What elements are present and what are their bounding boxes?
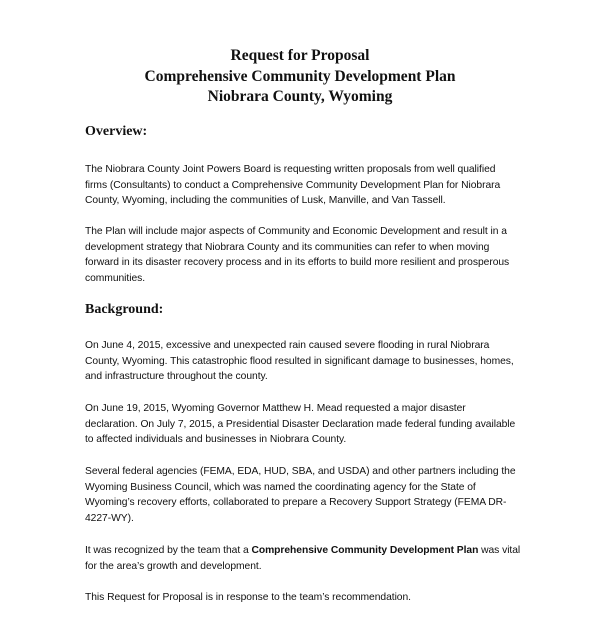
document-title — [0, 46, 600, 108]
text-line: to affected individuals and businesses in Niobrara County. — [85, 434, 347, 446]
bold-plan-name: Comprehensive Community Development Plan — [251, 545, 479, 556]
text-line: This Request for Proposal is in response to the team’s recommendation. — [85, 592, 411, 603]
text-line: Wyoming’s recovery efforts, collaborated to prepare a Recovery Support Strategy (FEMA DR- — [85, 497, 507, 509]
text-line: firms (Consultants) to conduct a Comprehensive Community Development Plan for Niobrara — [85, 179, 501, 191]
text-line: forward in its disaster recovery process and in its efforts to build more resilient and prosperous — [85, 257, 510, 269]
background-heading: Background: — [85, 302, 164, 317]
text-line: On June 4, 2015, excessive and unexpected rain caused severe flooding in rural Niobrara — [85, 340, 490, 351]
title-line: Comprehensive Community Development Plan — [144, 67, 456, 85]
text-run: was vital — [478, 545, 521, 556]
text-line: County, Wyoming, including the communities of Lusk, Manville, and Van Tassell. — [85, 195, 446, 207]
text-line: On June 19, 2015, Wyoming Governor Matthew H. Mead requested a major disaster — [85, 403, 466, 414]
background-paragraph-4 — [85, 543, 520, 574]
text-line: development strategy that Niobrara County and its communities can refer to when moving — [85, 241, 490, 253]
text-line: and infrastructure throughout the county. — [85, 371, 268, 383]
background-paragraph-2 — [85, 401, 515, 448]
background-paragraph-5 — [85, 590, 411, 606]
text-line: 4227-WY). — [85, 513, 134, 525]
text-run: It was recognized by the team that a — [85, 545, 252, 556]
text-line: for the area’s growth and development. — [85, 560, 262, 572]
title-line: Request for Proposal — [230, 47, 370, 64]
text-line: Wyoming Business Council, which was named the coordinating agency for the State of — [85, 481, 476, 493]
text-line: The Niobrara County Joint Powers Board is requesting written proposals from well qualified — [85, 164, 496, 175]
text-line: communities. — [85, 273, 146, 285]
text-line: Several federal agencies (FEMA, EDA, HUD, SBA, and USDA) and other partners including the — [85, 466, 516, 477]
background-paragraph-1 — [85, 338, 514, 385]
text-line: declaration. On July 7, 2015, a Presidential Disaster Declaration made federal funding available — [85, 418, 516, 430]
background-paragraph-3 — [85, 464, 516, 527]
overview-paragraph-1 — [85, 162, 500, 209]
overview-heading: Overview: — [85, 124, 148, 139]
text-line: The Plan will include major aspects of Community and Economic Development and result in a — [85, 226, 507, 237]
overview-paragraph-2 — [85, 224, 509, 287]
text-line: County, Wyoming. This catastrophic flood resulted in significant damage to businesses, homes, — [85, 355, 514, 367]
title-line: Niobrara County, Wyoming — [207, 88, 393, 105]
text-line — [85, 543, 520, 559]
